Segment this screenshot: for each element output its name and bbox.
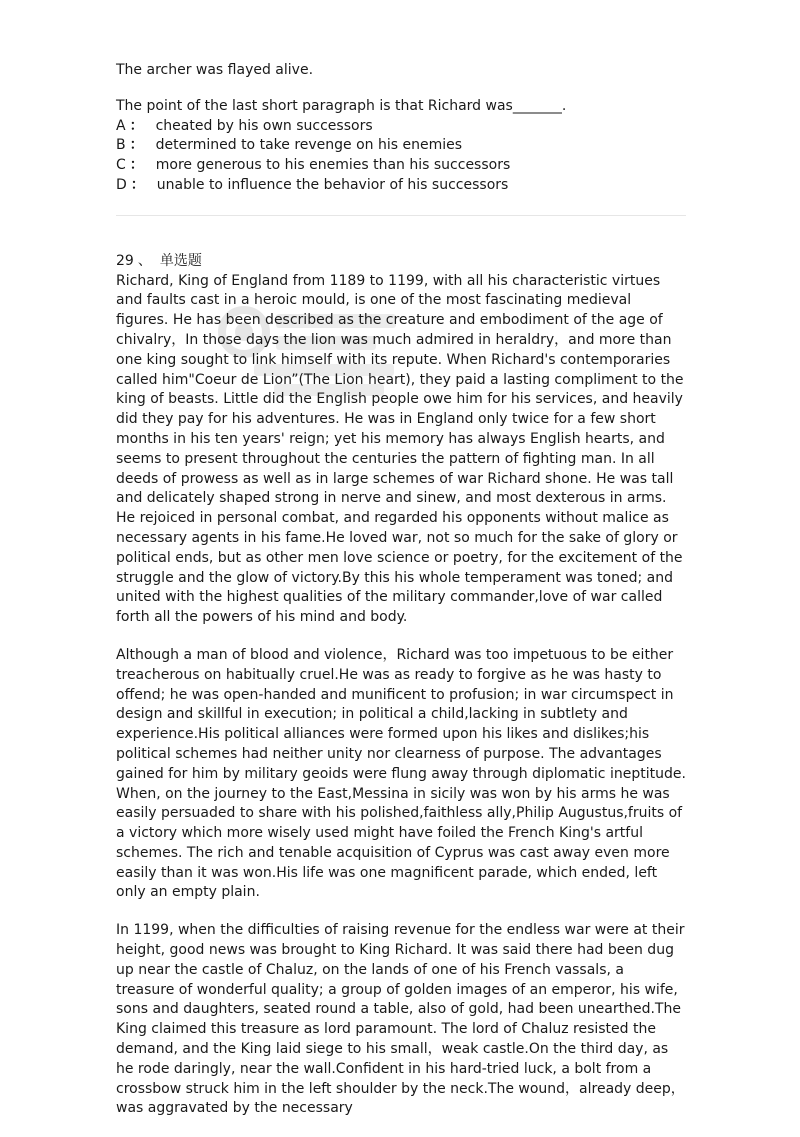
option-colon: ： — [129, 137, 144, 154]
option-text: more generous to his enemies than his successors — [155, 157, 511, 174]
option-b[interactable] — [116, 136, 686, 156]
section-divider — [116, 215, 686, 216]
passage-paragraph-2: Although a man of blood and violence，Richard was too impetuous to be either treacherous on habitually cruel.He was as ready to forgive as he was hasty to offend; he was open-handed and munificent to profusion; in war circumspect in design and skillful in execution; in political a child,lacking in subtlety and experience.His political alliances were formed upon his likes and dislikes;his political schemes had neither unity nor clearness of purpose. The advantages gained for him by military geoids were flung away through diplomatic ineptitude. When, on the journey to the East,Messina in sicily was won by his arms he was easily persuaded to share with his polished,faithless ally,Philip Augustus,fruits of a victory which more wisely used might have foiled the French King's artful schemes. The rich and tenable acquisition of Cyprus was cast away even more easily than it was won.His life was one magnificent parade, which ended, left only an empty plain. — [116, 646, 686, 901]
passage-last-line: The archer was flayed alive. — [116, 62, 314, 78]
option-colon: ： — [130, 176, 145, 193]
option-letter: C — [116, 157, 126, 174]
option-text: cheated by his own successors — [155, 117, 373, 134]
passage-paragraph-1: Richard, King of England from 1189 to 1199, with all his characteristic virtues and faults cast in a heroic mould, is one of the most fascinating medieval figures. He has been described as the creature and embodiment of the age of chivalry，In those days the lion was much admired in heraldry，and more than one king sought to link himself with its repute. When Richard's contemporaries called him"Coeur de Lion”(The Lion heart), they paid a lasting compliment to the king of beasts. Little did the English people owe him for his services, and heavily did they pay for his adventures. He was in England only twice for a few short months in his ten years' reign; yet his memory has always English hearts, and seems to present throughout the centuries the pattern of fighting man. In all deeds of prowess as well as in large schemes of war Richard shone. He was tall and delicately shaped strong in nerve and sinew, and most dexterous in arms. He rejoiced in personal combat, and regarded his opponents without malice as necessary agents in his fame.He loved war, not so much for the sake of glory or political ends, but as other men love science or poetry, for the excitement of the struggle and the glow of victory.By this his whole temperament was toned; and united with the highest qualities of the military commander,love of war called forth all the powers of his mind and body. — [116, 272, 684, 626]
option-a[interactable] — [116, 117, 686, 137]
option-colon: ： — [129, 117, 144, 134]
option-letter: B — [116, 137, 126, 154]
question-header — [116, 252, 686, 272]
question-number: 29 — [116, 252, 134, 269]
question-prompt: The point of the last short paragraph is that Richard was_______. — [116, 97, 567, 114]
document-page — [116, 61, 686, 1137]
option-c[interactable] — [116, 156, 686, 176]
option-text: determined to take revenge on his enemies — [155, 137, 463, 154]
question-separator: 、 — [137, 252, 152, 269]
passage-paragraph-3: In 1199, when the difficulties of raising revenue for the endless war were at their height, good news was brought to King Richard. It was said there had been dug up near the castle of Chaluz, on the lands of one of his French vassals, a treasure of wonderful quality; a group of golden images of an emperor, his wife, sons and daughters, seated round a table, also of gold, had been unearthed.The King claimed this treasure as lord paramount. The lord of Chaluz resisted the demand, and the King laid siege to his small，weak castle.On the third day, as he rode daringly, near the wall.Confident in his hard-tried luck, a bolt from a crossbow struck him in the left shoulder by the neck.The wound，already deep，was aggravated by the necessary — [116, 922, 685, 1117]
option-colon: ： — [129, 157, 144, 174]
option-text: unable to influence the behavior of his successors — [156, 176, 509, 193]
question-type: 单选题 — [159, 252, 202, 269]
option-letter: A — [116, 117, 126, 134]
option-d[interactable] — [116, 176, 686, 196]
option-letter: D — [116, 176, 127, 193]
